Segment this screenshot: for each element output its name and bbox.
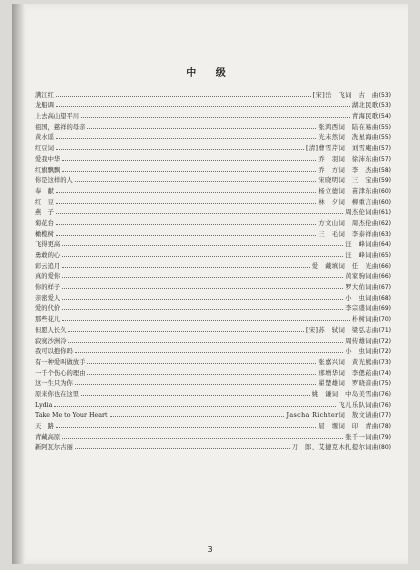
song-page-number: (66) bbox=[378, 262, 391, 270]
song-title: 你的样子 bbox=[35, 284, 61, 292]
song-credits: 宋晓明词 三 宝曲 bbox=[318, 177, 379, 185]
song-credits: 三 毛词 李泰祥曲 bbox=[318, 230, 379, 238]
toc-entry bbox=[35, 109, 391, 120]
toc-entry bbox=[35, 141, 391, 152]
song-page-number: (60) bbox=[378, 198, 391, 206]
song-page-number: (54) bbox=[378, 113, 391, 121]
song-title: 红 豆 bbox=[35, 198, 54, 206]
song-credits: 杨立德词 苗津东曲 bbox=[318, 187, 379, 195]
song-title: 我可以抱你吗 bbox=[35, 348, 73, 356]
song-title: 天 路 bbox=[35, 423, 54, 430]
song-title: 飞得更高 bbox=[35, 241, 61, 249]
toc-entry bbox=[35, 302, 391, 313]
song-credits: [清]曹雪芹词 刘雪庵曲 bbox=[305, 145, 379, 153]
leader-dots bbox=[68, 341, 343, 343]
song-credits: 汪 峰词曲 bbox=[345, 241, 379, 249]
toc-entry bbox=[35, 195, 391, 206]
toc-entry bbox=[35, 291, 391, 302]
leader-dots bbox=[62, 266, 310, 268]
song-page-number: (71) bbox=[378, 326, 391, 334]
song-credits: 爱 戴填词 任 光曲 bbox=[311, 262, 379, 270]
song-credits: 张嘉兴词 黄光熊曲 bbox=[318, 358, 379, 366]
song-title: 祖国，慈祥的母亲 bbox=[35, 123, 86, 131]
song-title: 满江红 bbox=[35, 91, 54, 99]
toc-entry bbox=[35, 409, 391, 420]
song-page-number: (57) bbox=[378, 155, 391, 163]
song-title: 寂寞沙洲冷 bbox=[35, 337, 67, 345]
song-page-number: (66) bbox=[378, 273, 391, 281]
leader-dots bbox=[87, 362, 316, 364]
leader-dots bbox=[56, 191, 317, 193]
song-title: 黄水谣 bbox=[35, 134, 54, 142]
song-page-number: (67) bbox=[378, 284, 391, 292]
song-title: 上去高山望平川 bbox=[35, 113, 80, 121]
toc-entry bbox=[35, 216, 391, 227]
song-title: 勇敢的心 bbox=[35, 252, 61, 259]
leader-dots bbox=[68, 330, 304, 332]
toc-entry bbox=[35, 345, 391, 356]
song-page-number: (58) bbox=[378, 166, 391, 174]
song-title: 这一生只为你 bbox=[35, 380, 73, 388]
toc-entry bbox=[35, 227, 391, 238]
song-page-number: (62) bbox=[378, 219, 391, 227]
leader-dots bbox=[62, 255, 343, 257]
song-title: 那些花儿 bbox=[35, 316, 61, 324]
song-credits: 罗大佑词曲 bbox=[345, 284, 379, 292]
leader-dots bbox=[75, 383, 317, 385]
book-page bbox=[12, 4, 408, 564]
leader-dots bbox=[56, 426, 317, 428]
song-page-number: (77) bbox=[378, 412, 391, 420]
song-credits: 飞儿乐队词曲 bbox=[338, 401, 379, 409]
song-page-number: (64) bbox=[378, 241, 391, 249]
toc-entry bbox=[35, 377, 391, 388]
song-page-number: (53) bbox=[378, 102, 391, 110]
toc-entry bbox=[35, 88, 391, 99]
song-credits: 乔 羽词 徐沛东曲 bbox=[318, 155, 379, 163]
song-title: 新阿瓦尔古丽 bbox=[35, 444, 73, 452]
song-title: 爱我中华 bbox=[35, 155, 61, 163]
song-page-number: (70) bbox=[378, 316, 391, 324]
leader-dots bbox=[62, 287, 343, 289]
song-page-number: (72) bbox=[378, 337, 391, 345]
song-page-number: (57) bbox=[378, 145, 391, 153]
toc-entry bbox=[35, 120, 391, 131]
leader-dots bbox=[56, 95, 311, 97]
song-credits: 周传雄词曲 bbox=[345, 337, 379, 345]
leader-dots bbox=[62, 298, 343, 300]
toc-entry bbox=[35, 419, 391, 430]
song-title: 真的爱你 bbox=[35, 273, 61, 281]
leader-dots bbox=[62, 170, 316, 172]
song-page-number: (73) bbox=[378, 358, 391, 366]
song-page-number: (60) bbox=[378, 187, 391, 195]
song-credits: Jascha Richter词 敖文请曲 bbox=[286, 412, 379, 420]
toc-entry bbox=[35, 206, 391, 217]
song-page-number: (74) bbox=[378, 369, 391, 377]
song-title: 但愿人长久 bbox=[35, 326, 67, 334]
song-title: 彩云追月 bbox=[35, 262, 61, 270]
song-credits: 湖北民歌 bbox=[351, 102, 379, 110]
song-credits: 小 虫词曲 bbox=[345, 348, 379, 356]
song-credits: 青海民歌 bbox=[351, 113, 379, 121]
leader-dots bbox=[56, 105, 350, 107]
song-page-number: (78) bbox=[378, 423, 391, 430]
page-binding-shadow bbox=[12, 4, 26, 564]
leader-dots bbox=[56, 202, 317, 204]
leader-dots bbox=[54, 405, 336, 407]
leader-dots bbox=[75, 447, 290, 449]
song-title: Lydia bbox=[35, 401, 53, 409]
leader-dots bbox=[62, 276, 343, 278]
song-title: 爱的代价 bbox=[35, 305, 61, 313]
song-page-number: (55) bbox=[378, 123, 391, 131]
leader-dots bbox=[56, 212, 343, 214]
toc-entry bbox=[35, 366, 391, 377]
table-of-contents bbox=[35, 88, 391, 451]
toc-entry bbox=[35, 174, 391, 185]
toc-entry bbox=[35, 323, 391, 334]
song-page-number: (76) bbox=[378, 401, 391, 409]
song-credits: 方文山词 周杰伦曲 bbox=[318, 219, 379, 227]
toc-entry bbox=[35, 238, 391, 249]
toc-entry bbox=[35, 334, 391, 345]
toc-entry bbox=[35, 387, 391, 398]
song-title: 青藏高原 bbox=[35, 433, 61, 441]
song-credits: 邢增华词 李偲菘曲 bbox=[318, 369, 379, 377]
song-title: 橄榄树 bbox=[35, 230, 54, 238]
leader-dots bbox=[56, 148, 304, 150]
leader-dots bbox=[56, 137, 317, 139]
song-credits: 林 夕词 柳重言曲 bbox=[318, 198, 379, 206]
song-credits: 张鸿西词 陆在易曲 bbox=[318, 123, 379, 131]
toc-entry bbox=[35, 99, 391, 110]
song-title: 一千个伤心的理由 bbox=[35, 369, 86, 377]
toc-entry bbox=[35, 430, 391, 441]
song-credits: 朴树词曲 bbox=[351, 316, 379, 324]
song-title: 燕 子 bbox=[35, 209, 54, 217]
toc-entry bbox=[35, 355, 391, 366]
song-credits: 黄家驹词曲 bbox=[345, 273, 379, 281]
leader-dots bbox=[75, 180, 317, 182]
song-credits: [宋]岳 飞词 古 曲 bbox=[312, 91, 379, 99]
song-page-number: (72) bbox=[378, 348, 391, 356]
song-page-number: (55) bbox=[378, 134, 391, 142]
song-title: Take Me to Your Heart bbox=[35, 412, 108, 420]
leader-dots bbox=[62, 159, 316, 161]
song-title: 龙船调 bbox=[35, 102, 54, 110]
song-title: 菊花台 bbox=[35, 219, 54, 227]
song-credits: 李宗盛词曲 bbox=[345, 305, 379, 313]
toc-entry bbox=[35, 398, 391, 409]
toc-entry bbox=[35, 248, 391, 259]
song-page-number: (61) bbox=[378, 209, 391, 217]
toc-entry bbox=[35, 312, 391, 323]
song-credits: 光未然词 冼星海曲 bbox=[318, 134, 379, 142]
song-credits: 张千一词曲 bbox=[345, 433, 379, 441]
leader-dots bbox=[87, 373, 316, 375]
song-title: 原来你也在这里 bbox=[35, 390, 80, 398]
leader-dots bbox=[62, 319, 350, 321]
song-credits: 刀 郎、艾捷克木扎提尔词曲 bbox=[291, 444, 379, 452]
leader-dots bbox=[62, 437, 343, 439]
section-title: 中 级 bbox=[186, 68, 234, 79]
song-credits: [宋]苏 轼词 梁弘志曲 bbox=[305, 326, 379, 334]
toc-entry bbox=[35, 163, 391, 174]
page-number: 3 bbox=[207, 545, 213, 554]
leader-dots bbox=[87, 127, 316, 129]
song-credits: 小 虫词曲 bbox=[345, 294, 379, 302]
song-page-number: (75) bbox=[378, 380, 391, 388]
song-credits: 汪 峰词曲 bbox=[345, 252, 379, 259]
toc-entry bbox=[35, 280, 391, 291]
song-page-number: (68) bbox=[378, 294, 391, 302]
song-credits: 周杰伦词曲 bbox=[345, 209, 379, 217]
song-title: 奉 献 bbox=[35, 187, 54, 195]
toc-entry bbox=[35, 259, 391, 270]
song-page-number: (76) bbox=[378, 390, 391, 398]
song-page-number: (79) bbox=[378, 433, 391, 441]
song-title: 你是这样的人 bbox=[35, 177, 73, 185]
leader-dots bbox=[62, 244, 343, 246]
song-title: 亲密爱人 bbox=[35, 294, 61, 302]
leader-dots bbox=[110, 415, 285, 417]
leader-dots bbox=[62, 308, 343, 310]
toc-entry bbox=[35, 270, 391, 281]
song-credits: 屈 塬词 印 青曲 bbox=[318, 423, 379, 430]
song-title: 红豆词 bbox=[35, 145, 54, 153]
song-page-number: (65) bbox=[378, 252, 391, 259]
song-credits: 翟楚雄词 罗晓音曲 bbox=[318, 380, 379, 388]
song-page-number: (69) bbox=[378, 305, 391, 313]
leader-dots bbox=[56, 223, 317, 225]
song-credits: 姚 谦词 中岛美雪曲 bbox=[311, 390, 379, 398]
song-page-number: (59) bbox=[378, 177, 391, 185]
leader-dots bbox=[81, 116, 350, 118]
leader-dots bbox=[56, 234, 317, 236]
song-page-number: (80) bbox=[378, 444, 391, 452]
song-page-number: (53) bbox=[378, 91, 391, 99]
leader-dots bbox=[75, 351, 343, 353]
leader-dots bbox=[81, 394, 310, 396]
toc-entry bbox=[35, 184, 391, 195]
song-page-number: (63) bbox=[378, 230, 391, 238]
song-credits: 乔 方词 李 杰曲 bbox=[318, 166, 379, 174]
song-title: 有一种爱叫做放手 bbox=[35, 358, 86, 366]
toc-entry bbox=[35, 441, 391, 452]
song-title: 红旗飘飘 bbox=[35, 166, 61, 174]
toc-entry bbox=[35, 152, 391, 163]
toc-entry bbox=[35, 131, 391, 142]
